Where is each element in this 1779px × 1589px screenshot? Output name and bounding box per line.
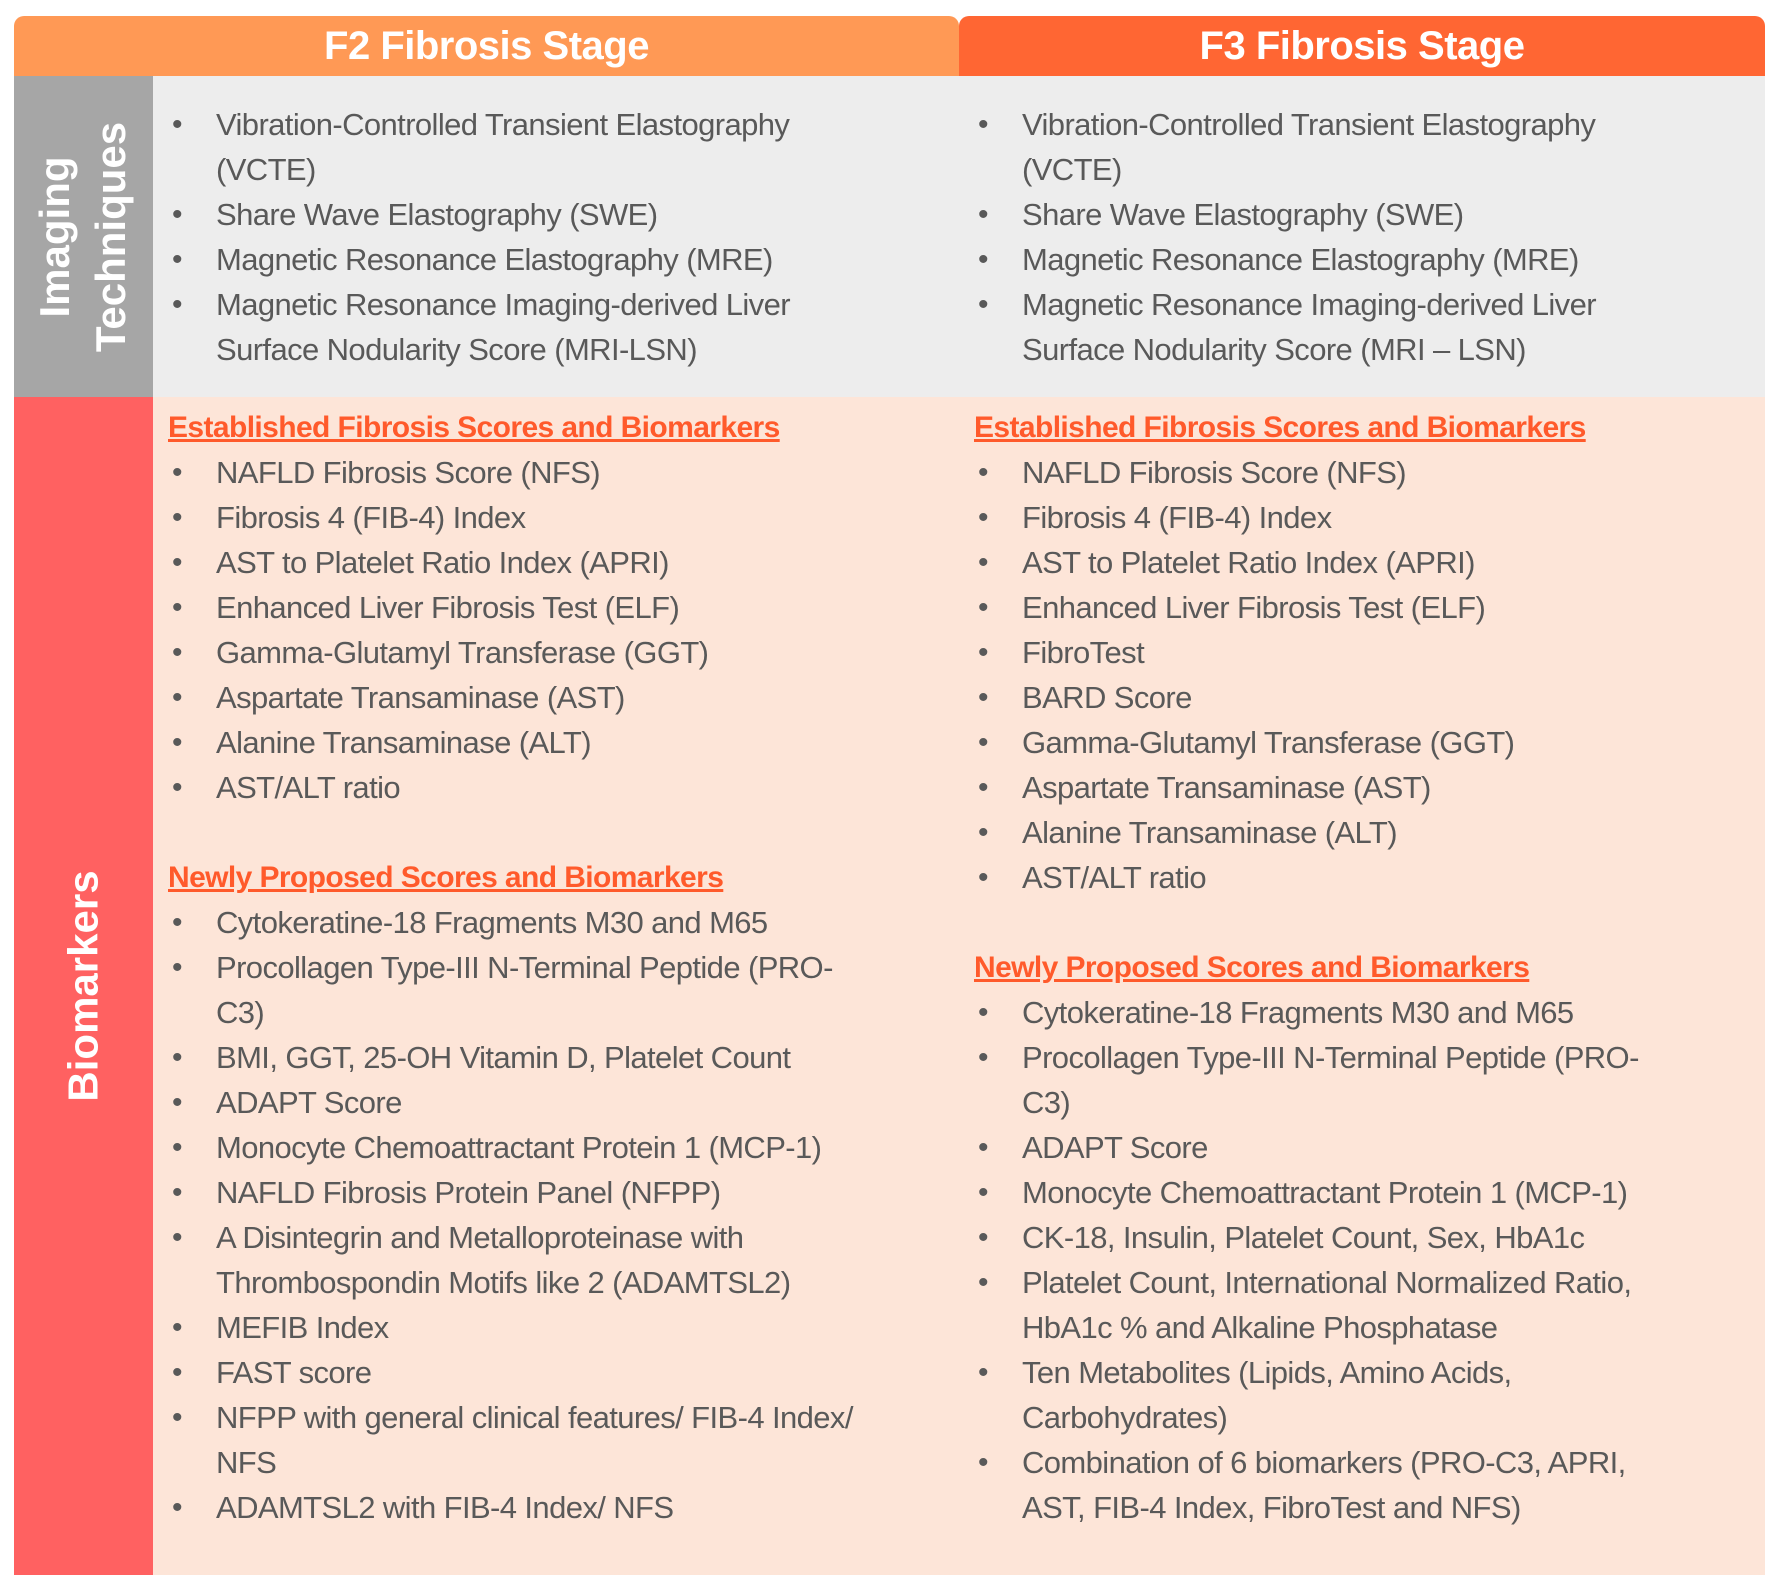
list-item-text: Cytokeratine-18 Fragments M30 and M65 [216,905,768,940]
list-item-text: Monocyte Chemoattractant Protein 1 (MCP-1) [216,1130,822,1165]
row-label-text: Biomarkers [59,870,107,1102]
list-item-text: Aspartate Transaminase (AST) [216,680,625,715]
bullet-icon: • [172,1131,183,1164]
list-item-text: Fibrosis 4 (FIB-4) Index [216,500,526,535]
list-item-text: Enhanced Liver Fibrosis Test (ELF) [216,590,680,625]
list-item [974,990,1764,1035]
f2-stage-header [14,16,959,76]
bullet-icon: • [978,1041,989,1074]
bullet-icon: • [978,726,989,759]
list-item-text: HbA1c % and Alkaline Phosphatase [1022,1310,1498,1345]
bullet-icon: • [172,1491,183,1524]
f2-established-list [168,450,958,810]
bullet-icon: • [172,1086,183,1119]
list-item [974,192,1764,237]
list-item [168,102,958,192]
bullet-icon: • [172,771,183,804]
list-item [168,495,958,540]
bullet-icon: • [172,1041,183,1074]
f3-header-label: F3 Fibrosis Stage [1199,23,1525,68]
list-item [168,1080,958,1125]
bullet-icon: • [978,1266,989,1299]
bullet-icon: • [172,546,183,579]
list-item-text: MEFIB Index [216,1310,389,1345]
list-item [974,102,1764,192]
bullet-icon: • [172,1311,183,1344]
bullet-icon: • [978,1221,989,1254]
bullet-icon: • [978,1131,989,1164]
bullet-icon: • [978,108,989,141]
f2-imaging-list [168,102,958,372]
f3-proposed-list [974,990,1764,1530]
f2-proposed-list [168,900,958,1530]
f3-imaging-list [974,102,1764,372]
list-item [974,855,1764,900]
list-item-text: Aspartate Transaminase (AST) [1022,770,1431,805]
list-item [168,1485,958,1530]
list-item [974,1215,1764,1260]
list-item-text: Magnetic Resonance Elastography (MRE) [216,242,773,277]
list-item [168,765,958,810]
bullet-icon: • [978,501,989,534]
list-item-text: NAFLD Fibrosis Protein Panel (NFPP) [216,1175,721,1210]
list-item-text: AST/ALT ratio [1022,860,1207,895]
list-item-text: (VCTE) [1022,152,1122,187]
list-item-text: Cytokeratine-18 Fragments M30 and M65 [1022,995,1574,1030]
list-item [974,1260,1764,1350]
bullet-icon: • [978,1356,989,1389]
f2-established-title: Established Fibrosis Scores and Biomarkers [168,411,780,444]
bullet-icon: • [172,726,183,759]
list-item-text: Combination of 6 biomarkers (PRO-C3, APRI, [1022,1445,1626,1480]
bullet-icon: • [978,198,989,231]
list-item-text: ADAPT Score [216,1085,402,1120]
list-item-text: Carbohydrates) [1022,1400,1228,1435]
list-item-text: AST to Platelet Ratio Index (APRI) [216,545,669,580]
list-item [168,675,958,720]
f3-proposed-title: Newly Proposed Scores and Biomarkers [974,951,1530,984]
bullet-icon: • [978,546,989,579]
list-item [168,720,958,765]
list-item-text: Magnetic Resonance Imaging-derived Liver [1022,287,1596,322]
bullet-icon: • [978,1446,989,1479]
f2-header-label: F2 Fibrosis Stage [324,23,649,68]
bullet-icon: • [172,1356,183,1389]
bullet-icon: • [172,108,183,141]
list-item-text: AST to Platelet Ratio Index (APRI) [1022,545,1475,580]
biomarkers-row [153,397,1765,1575]
list-item-text: AST/ALT ratio [216,770,401,805]
list-item [168,450,958,495]
list-item [974,282,1764,372]
bullet-icon: • [172,906,183,939]
f3-established-list [974,450,1764,900]
bullet-icon: • [172,636,183,669]
f3-stage-header [959,16,1765,76]
list-item-text: NFS [216,1445,277,1480]
list-item [168,1170,958,1215]
list-item [168,1125,958,1170]
list-item [974,540,1764,585]
row-label-line: Imaging [31,155,79,318]
bullet-icon: • [978,816,989,849]
list-item [974,1440,1764,1530]
list-item-text: Ten Metabolites (Lipids, Amino Acids, [1022,1355,1512,1390]
list-item-text: Procollagen Type-III N-Terminal Peptide (PRO- [1022,1040,1639,1075]
list-item-text: FAST score [216,1355,372,1390]
list-item [974,1170,1764,1215]
list-item [168,945,958,1035]
list-item-text: NAFLD Fibrosis Score (NFS) [216,455,601,490]
list-item [168,1395,958,1485]
list-item [974,1035,1764,1125]
list-item-text: AST, FIB-4 Index, FibroTest and NFS) [1022,1490,1521,1525]
list-item-text: Share Wave Elastography (SWE) [1022,197,1464,232]
bullet-icon: • [978,1176,989,1209]
list-item-text: ADAPT Score [1022,1130,1208,1165]
list-item [974,1125,1764,1170]
list-item [974,675,1764,720]
list-item [168,1215,958,1305]
bullet-icon: • [172,288,183,321]
list-item [974,1350,1764,1440]
imaging-techniques-row-label [14,76,153,397]
list-item [168,585,958,630]
bullet-icon: • [978,996,989,1029]
bullet-icon: • [172,1221,183,1254]
list-item [974,765,1764,810]
list-item-text: FibroTest [1022,635,1145,670]
list-item-text: Surface Nodularity Score (MRI-LSN) [216,332,697,367]
list-item [168,282,958,372]
list-item-text: CK-18, Insulin, Platelet Count, Sex, HbA1c [1022,1220,1585,1255]
bullet-icon: • [172,1401,183,1434]
f3-established-title: Established Fibrosis Scores and Biomarkers [974,411,1586,444]
list-item-text: BMI, GGT, 25-OH Vitamin D, Platelet Count [216,1040,791,1075]
bullet-icon: • [172,501,183,534]
bullet-icon: • [978,243,989,276]
imaging-row [153,76,1765,397]
bullet-icon: • [172,1176,183,1209]
list-item [168,1035,958,1080]
list-item-text: Gamma-Glutamyl Transferase (GGT) [216,635,709,670]
bullet-icon: • [978,456,989,489]
list-item [168,900,958,945]
bullet-icon: • [172,198,183,231]
list-item-text: BARD Score [1022,680,1192,715]
list-item [974,495,1764,540]
bullet-icon: • [978,636,989,669]
list-item [168,192,958,237]
list-item [974,630,1764,675]
list-item-text: NFPP with general clinical features/ FIB-4 Index/ [216,1400,853,1435]
row-label-line: Techniques [87,121,135,352]
list-item [974,720,1764,765]
list-item-text: Magnetic Resonance Elastography (MRE) [1022,242,1579,277]
bullet-icon: • [172,681,183,714]
bullet-icon: • [172,591,183,624]
list-item-text: Gamma-Glutamyl Transferase (GGT) [1022,725,1515,760]
bullet-icon: • [978,681,989,714]
list-item-text: Thrombospondin Motifs like 2 (ADAMTSL2) [216,1265,791,1300]
list-item-text: Vibration-Controlled Transient Elastography [1022,107,1596,142]
list-item-text: A Disintegrin and Metalloproteinase with [216,1220,744,1255]
list-item-text: Procollagen Type-III N-Terminal Peptide (PRO- [216,950,833,985]
bullet-icon: • [978,861,989,894]
list-item-text: NAFLD Fibrosis Score (NFS) [1022,455,1407,490]
list-item-text: Alanine Transaminase (ALT) [216,725,591,760]
list-item-text: (VCTE) [216,152,316,187]
bullet-icon: • [978,771,989,804]
list-item-text: Platelet Count, International Normalized Ratio, [1022,1265,1632,1300]
list-item [168,1350,958,1395]
list-item [974,585,1764,630]
biomarkers-row-label [14,397,153,1575]
list-item [168,540,958,585]
list-item-text: Vibration-Controlled Transient Elastography [216,107,790,142]
bullet-icon: • [172,456,183,489]
list-item [974,810,1764,855]
list-item-text: Fibrosis 4 (FIB-4) Index [1022,500,1332,535]
f2-proposed-title: Newly Proposed Scores and Biomarkers [168,861,724,894]
list-item-text: Magnetic Resonance Imaging-derived Liver [216,287,790,322]
bullet-icon: • [978,288,989,321]
list-item [974,237,1764,282]
bullet-icon: • [172,951,183,984]
list-item-text: Share Wave Elastography (SWE) [216,197,658,232]
list-item-text: Enhanced Liver Fibrosis Test (ELF) [1022,590,1486,625]
list-item-text: C3) [216,995,265,1030]
list-item-text: C3) [1022,1085,1071,1120]
list-item-text: Monocyte Chemoattractant Protein 1 (MCP-1) [1022,1175,1628,1210]
list-item [168,237,958,282]
list-item [168,630,958,675]
list-item [974,450,1764,495]
bullet-icon: • [978,591,989,624]
list-item-text: Alanine Transaminase (ALT) [1022,815,1397,850]
bullet-icon: • [172,243,183,276]
list-item-text: ADAMTSL2 with FIB-4 Index/ NFS [216,1490,674,1525]
list-item-text: Surface Nodularity Score (MRI – LSN) [1022,332,1526,367]
list-item [168,1305,958,1350]
